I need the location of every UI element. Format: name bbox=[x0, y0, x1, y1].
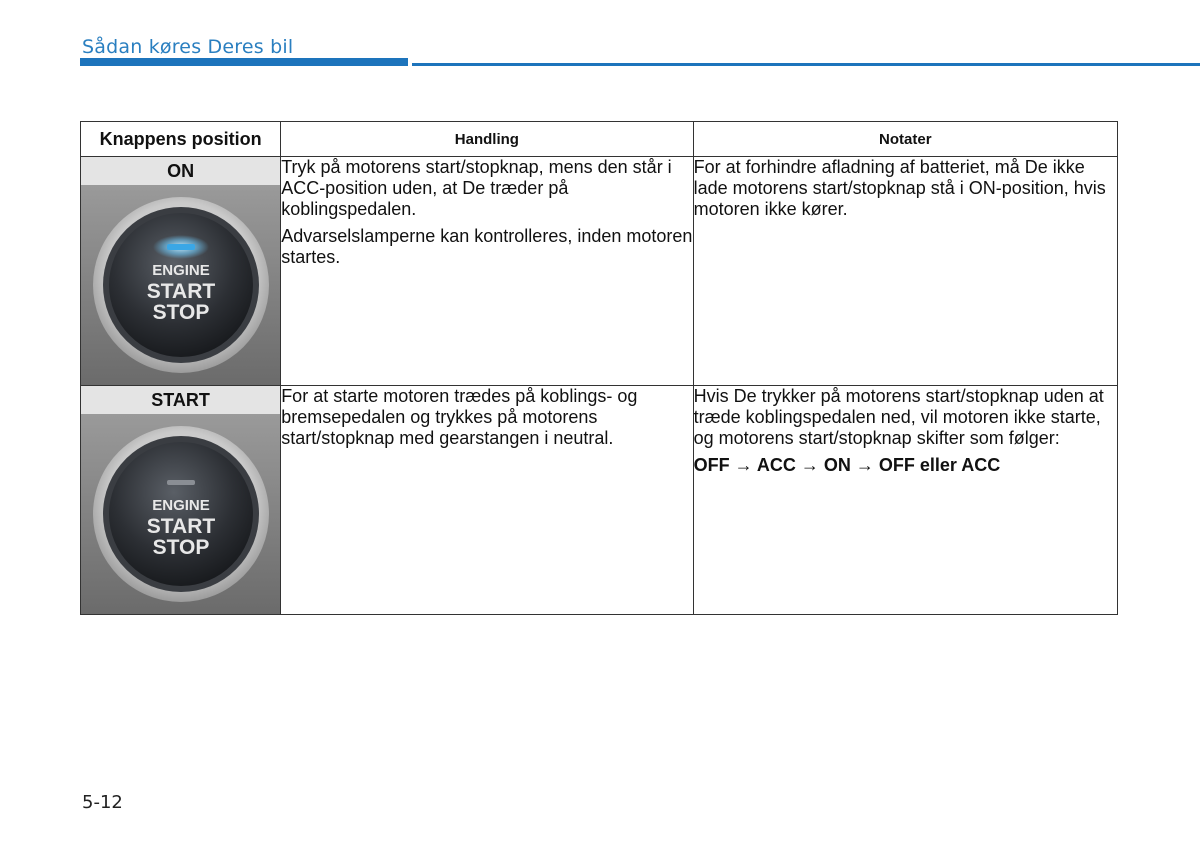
button-text-stop: STOP bbox=[152, 536, 210, 559]
column-header-position: Knappens position bbox=[81, 122, 281, 157]
column-header-notes: Notater bbox=[693, 122, 1117, 157]
button-text-engine: ENGINE bbox=[152, 497, 210, 514]
notes-cell-on bbox=[693, 157, 1117, 386]
notes-text: Hvis De trykker på motorens start/stopknap uden at træde koblingspedalen ned, vil motoren ikke starte, og motorens start/stopknap skifter som følger: bbox=[693, 386, 1104, 448]
action-cell-on bbox=[281, 157, 693, 386]
action-cell-start bbox=[281, 386, 693, 615]
action-text: Tryk på motorens start/stopknap, mens den står i ACC-position uden, at De træder på koblingspedalen. bbox=[281, 157, 672, 219]
position-cell-start bbox=[81, 386, 281, 615]
action-text: Advarselslamperne kan kontrolleres, inden motoren startes. bbox=[281, 226, 693, 267]
header-rule-thick bbox=[80, 58, 408, 66]
engine-start-button-start-image bbox=[81, 414, 280, 614]
button-text-start: START bbox=[146, 280, 216, 303]
button-position-table bbox=[80, 121, 1118, 615]
engine-start-button-icon bbox=[81, 185, 280, 385]
header-rule-thin bbox=[412, 63, 1200, 66]
engine-start-button-icon bbox=[81, 414, 280, 614]
button-text-stop: STOP bbox=[152, 301, 210, 324]
notes-cell-start bbox=[693, 386, 1117, 615]
table-header-row bbox=[81, 122, 1118, 157]
table-row-start bbox=[81, 386, 1118, 615]
position-label-on: ON bbox=[81, 157, 280, 185]
page-number: 5-12 bbox=[82, 792, 123, 813]
position-cell-on bbox=[81, 157, 281, 386]
page-section-title: Sådan køres Deres bil bbox=[82, 36, 294, 58]
table-row-on bbox=[81, 157, 1118, 386]
button-text-engine: ENGINE bbox=[152, 262, 210, 279]
notes-text: For at forhindre afladning af batteriet, må De ikke lade motorens start/stopknap stå i ON-position, hvis motoren ikke kører. bbox=[693, 157, 1106, 219]
notes-sequence: OFF → ACC → ON → OFF eller ACC bbox=[693, 455, 1001, 475]
column-header-action: Handling bbox=[281, 122, 693, 157]
indicator-light-off bbox=[167, 480, 195, 485]
position-label-start: START bbox=[81, 386, 280, 414]
action-text: For at starte motoren trædes på koblings- og bremsepedalen og trykkes på motorens start/stopknap med gearstangen i neutral. bbox=[281, 386, 638, 448]
engine-start-button-on-image bbox=[81, 185, 280, 385]
button-text-start: START bbox=[146, 515, 216, 538]
